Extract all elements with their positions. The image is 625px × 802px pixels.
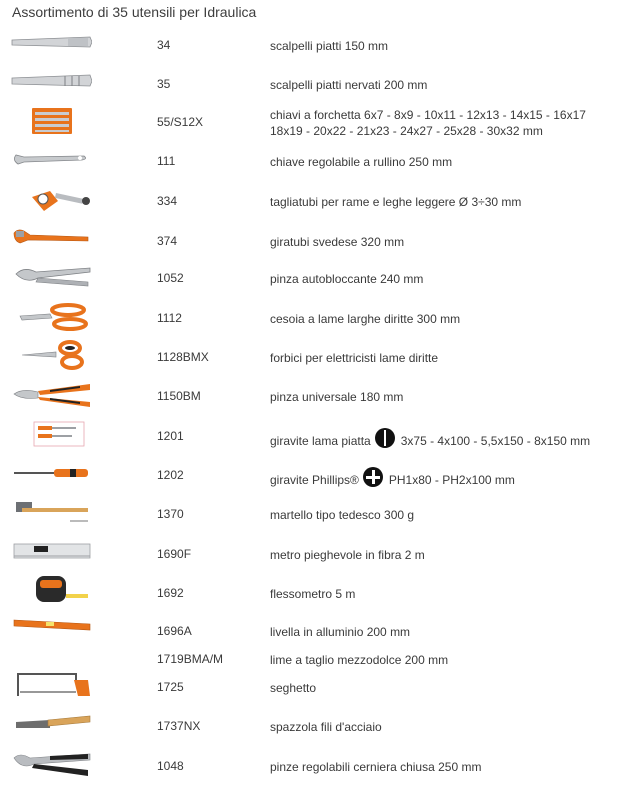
item-description: scalpelli piatti 150 mm [270, 39, 389, 53]
item-code: 1048 [157, 759, 184, 773]
item-description: flessometro 5 m [270, 587, 356, 601]
item-description-text: giravite Phillips® [270, 473, 359, 488]
item-description: spazzola fili d'acciaio [270, 720, 382, 734]
water-pump-pliers-icon [10, 750, 92, 780]
item-code: 1696A [157, 624, 192, 638]
item-sizes: PH1x80 - PH2x100 mm [388, 473, 515, 488]
phillips-screwdriver-icon [10, 459, 92, 489]
item-description [270, 432, 590, 452]
item-description: pinza universale 180 mm [270, 390, 404, 404]
item-code: 1692 [157, 586, 184, 600]
item-description: tagliatubi per rame e leghe leggere Ø 3÷30 mm [270, 195, 522, 209]
item-code: 1725 [157, 680, 184, 694]
flat-screwdriver-set-icon [10, 420, 92, 450]
item-description-line2: 18x19 - 20x22 - 21x23 - 24x27 - 25x28 - 30x32 mm [270, 124, 543, 138]
page-title: Assortimento di 35 utensili per Idraulica [12, 4, 257, 20]
wire-brush-icon [10, 710, 92, 740]
item-code: 1719BMA/M [157, 652, 224, 666]
item-description: chiave regolabile a rullino 250 mm [270, 155, 453, 169]
item-code: 1370 [157, 507, 184, 521]
item-code: 111 [157, 154, 176, 168]
item-description: lime a taglio mezzodolce 200 mm [270, 653, 449, 667]
item-description: seghetto [270, 681, 317, 695]
item-description [270, 471, 515, 491]
item-description: giratubi svedese 320 mm [270, 235, 405, 249]
snips-icon [10, 302, 92, 332]
phillips-cross-icon [363, 467, 383, 487]
pipe-wrench-icon [10, 225, 92, 255]
combination-pliers-icon [10, 380, 92, 410]
hacksaw-icon [10, 670, 92, 700]
item-code: 1150BM [157, 389, 201, 403]
hammer-icon [10, 498, 92, 528]
item-code: 1690F [157, 547, 192, 561]
item-description: cesoia a lame larghe diritte 300 mm [270, 312, 461, 326]
spirit-level-icon [10, 614, 92, 644]
pipe-cutter-icon [10, 185, 92, 215]
tape-measure-icon [10, 574, 92, 604]
item-description: metro pieghevole in fibra 2 m [270, 548, 425, 562]
item-description: martello tipo tedesco 300 g [270, 508, 415, 522]
item-description: livella in alluminio 200 mm [270, 625, 411, 639]
item-code: 1737NX [157, 719, 201, 733]
item-code: 374 [157, 234, 178, 248]
item-code: 34 [157, 38, 171, 52]
open-end-wrench-set-icon [30, 106, 74, 136]
flat-chisel-icon [10, 34, 92, 64]
item-sizes: 3x75 - 4x100 - 5,5x150 - 8x150 mm [400, 434, 591, 449]
item-code: 1112 [157, 311, 182, 325]
item-code: 1201 [157, 429, 184, 443]
item-description: forbici per elettricisti lame diritte [270, 351, 439, 365]
item-code: 1202 [157, 468, 184, 482]
item-code: 55/S12X [157, 115, 204, 129]
item-code: 35 [157, 77, 171, 91]
item-code: 1128BMX [157, 350, 209, 364]
item-description: scalpelli piatti nervati 200 mm [270, 78, 428, 92]
ribbed-chisel-icon [10, 73, 92, 103]
flat-blade-icon [375, 428, 395, 448]
scissors-icon [10, 340, 92, 370]
item-description: pinze regolabili cerniera chiusa 250 mm [270, 760, 482, 774]
locking-pliers-icon [10, 262, 92, 292]
item-description: pinza autobloccante 240 mm [270, 272, 424, 286]
item-code: 334 [157, 194, 178, 208]
item-description: chiavi a forchetta 6x7 - 8x9 - 10x11 - 12x13 - 14x15 - 16x17 [270, 108, 586, 122]
item-code: 1052 [157, 271, 184, 285]
item-description-text: giravite lama piatta [270, 434, 371, 449]
adjustable-wrench-icon [10, 149, 92, 179]
folding-rule-icon [10, 538, 92, 568]
